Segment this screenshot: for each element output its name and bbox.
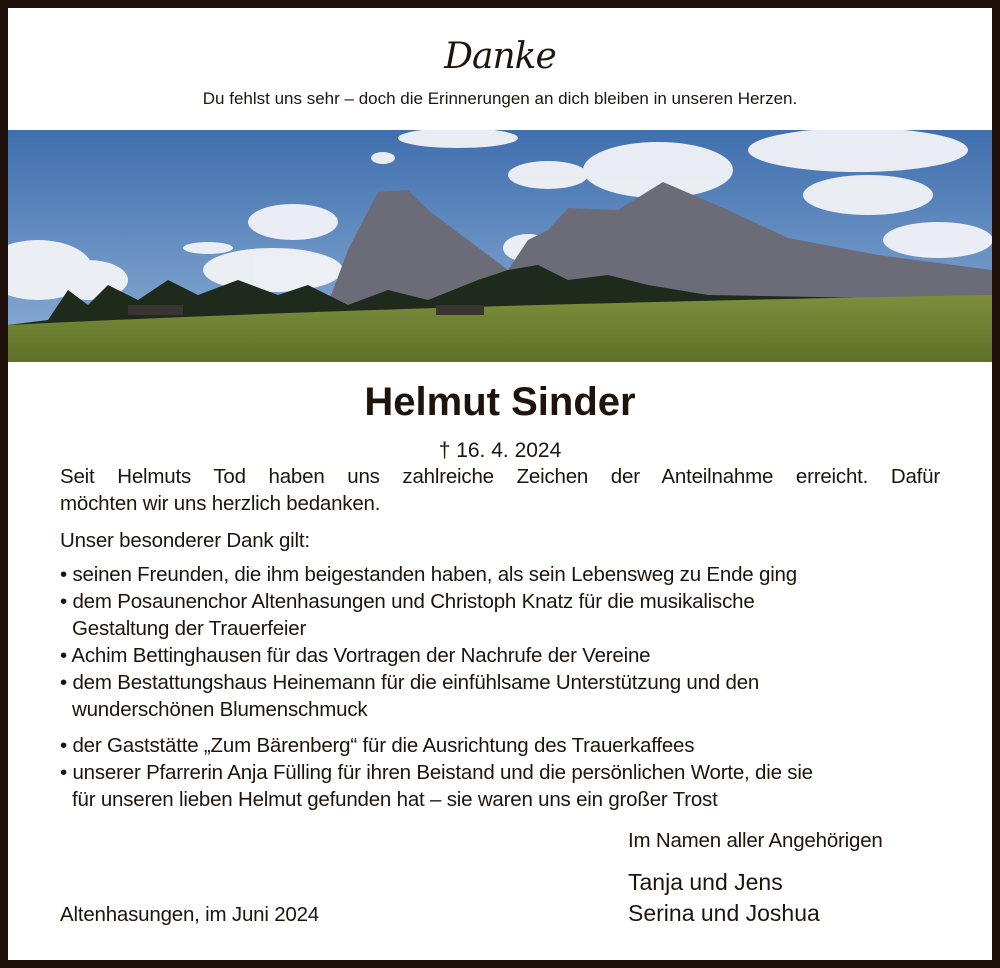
bullet-item-continuation: wunderschönen Blumenschmuck xyxy=(72,698,368,721)
signature-names: Serina und Joshua xyxy=(628,900,820,926)
intro-line: Seit Helmuts Tod haben uns zahlreiche Zeichen der Anteilnahme erreicht. Dafür xyxy=(60,465,940,488)
deceased-name: Helmut Sinder xyxy=(364,380,636,424)
bullet-item: • dem Bestattungshaus Heinemann für die einfühlsame Unterstützung und den xyxy=(60,671,760,694)
subtitle: Du fehlst uns sehr – doch die Erinnerungen an dich bleiben in unseren Herzen. xyxy=(202,89,798,108)
bullet-item: • Achim Bettinghausen für das Vortragen der Nachrufe der Vereine xyxy=(60,644,651,667)
bullet-item-continuation: für unseren lieben Helmut gefunden hat – sie waren uns ein großer Trost xyxy=(72,788,718,811)
mountain-landscape-photo xyxy=(8,130,992,362)
bullet-item: • der Gaststätte „Zum Bärenberg“ für die Ausrichtung des Trauerkaffees xyxy=(60,734,695,757)
bullet-item: • seinen Freunden, die ihm beigestanden haben, als sein Lebensweg zu Ende ging xyxy=(60,563,797,586)
thanks-heading: Unser besonderer Dank gilt: xyxy=(60,529,310,552)
death-date: † 16. 4. 2024 xyxy=(438,439,562,462)
heading: Danke xyxy=(444,36,556,77)
signature-names: Tanja und Jens xyxy=(628,869,783,895)
intro-line: möchten wir uns herzlich bedanken. xyxy=(60,492,381,515)
bullet-item: • dem Posaunenchor Altenhasungen und Christoph Knatz für die musikalische xyxy=(60,590,755,613)
on-behalf-text: Im Namen aller Angehörigen xyxy=(628,829,883,852)
bullet-item: • unserer Pfarrerin Anja Fülling für ihren Beistand und die persönlichen Worte, die sie xyxy=(60,761,813,784)
place-date: Altenhasungen, im Juni 2024 xyxy=(60,903,320,926)
bullet-item-continuation: Gestaltung der Trauerfeier xyxy=(72,617,307,640)
notice-body xyxy=(8,8,992,960)
